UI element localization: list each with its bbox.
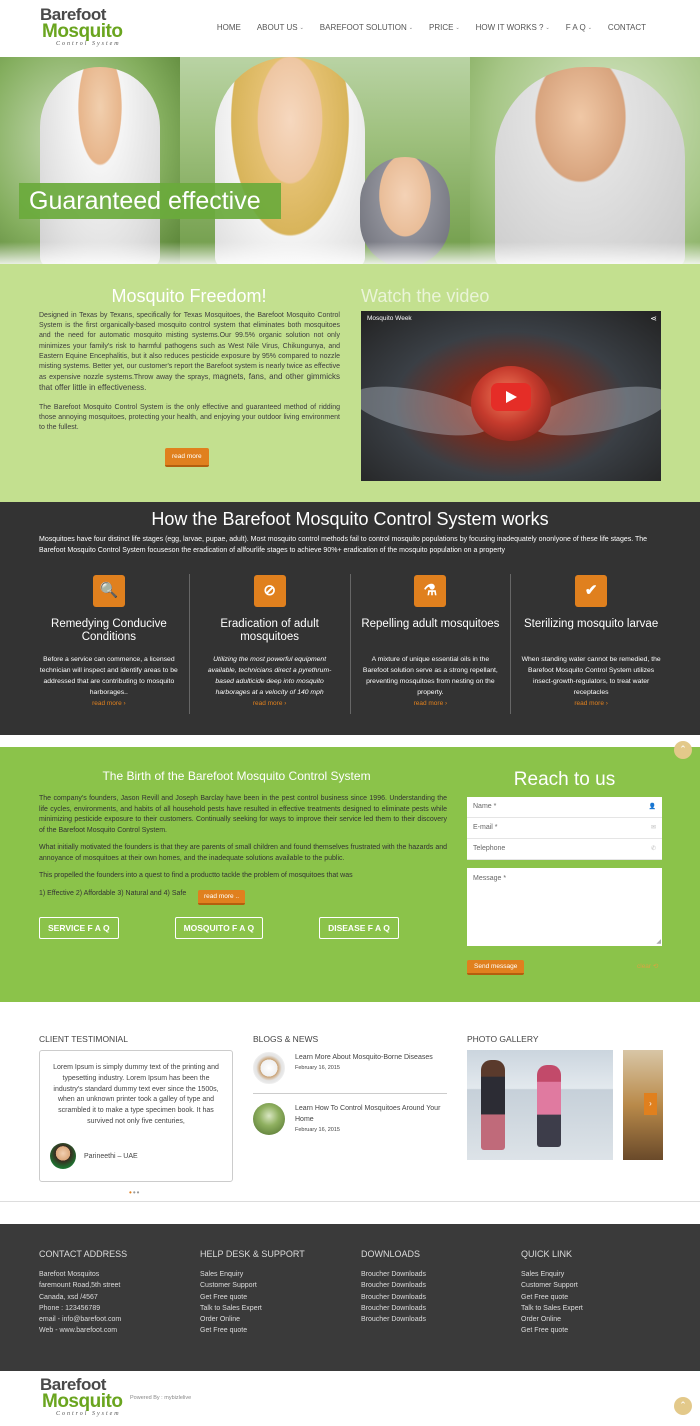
footer-link[interactable]: Broucher Downloads xyxy=(361,1282,426,1290)
blog-title[interactable]: Learn How To Control Mosquitoes Around Your Home xyxy=(295,1105,441,1123)
birth-paragraph-2: What initially motivated the founders is that they are parents of small children and found themselves frustrated with the hazards and annoyance of mosquitoes at their own homes, and the inadequate solutions available to the public. xyxy=(39,844,447,862)
carousel-dot-icon[interactable]: • xyxy=(129,1188,133,1197)
play-button-icon[interactable] xyxy=(491,383,531,411)
faq-buttons xyxy=(39,917,399,939)
blog-date: February 16, 2015 xyxy=(295,1065,340,1071)
hero-badge: Guaranteed effective xyxy=(19,183,281,219)
chevron-down-icon: ⌄ xyxy=(455,24,460,31)
nav-label: ABOUT US xyxy=(256,23,298,32)
hero-photo-mother xyxy=(215,57,365,264)
clear-form-link[interactable]: clear ⟲ xyxy=(637,963,659,970)
powered-by: Powered By : mybizlelive xyxy=(130,1395,192,1401)
footer-heading: HELP DESK & SUPPORT xyxy=(200,1249,305,1259)
footer-web-link[interactable]: Web - www.barefoot.com xyxy=(39,1327,118,1335)
footer-link[interactable]: Get Free quote xyxy=(521,1293,569,1301)
blogs-heading: BLOGS & NEWS xyxy=(253,1034,319,1044)
chevron-right-icon[interactable]: › xyxy=(644,1093,657,1115)
footer-heading: CONTACT ADDRESS xyxy=(39,1249,128,1259)
how-column-desc: When standing water cannot be remedied, the Barefoot Mosquito Control System utilizes insect-growth-regulators, to treat water receptacles xyxy=(521,656,661,696)
blog-title[interactable]: Learn More About Mosquito-Borne Diseases xyxy=(295,1054,433,1061)
footer-help xyxy=(200,1249,350,1337)
envelope-icon: ✉ xyxy=(650,825,656,831)
phone-field[interactable] xyxy=(467,839,662,860)
logo-line2: Mosquito xyxy=(42,1391,123,1412)
how-columns xyxy=(29,574,671,714)
testimonial-text: Lorem Ipsum is simply dummy text of the printing and typesetting industry. Lorem Ipsum has been the industry's standard dummy text ever since the 1500s, when an unknown printer took a galley of type and scrambled it to make a type specimen book. It has survived not only five centuries, xyxy=(53,1064,219,1125)
freedom-title: Mosquito Freedom! xyxy=(111,286,267,306)
gallery-heading: PHOTO GALLERY xyxy=(467,1034,539,1044)
nav-home[interactable] xyxy=(209,23,249,32)
divider xyxy=(253,1093,447,1094)
chevron-down-icon: ⌄ xyxy=(408,24,413,31)
main-nav xyxy=(209,23,654,32)
nav-how-it-works[interactable] xyxy=(468,23,558,32)
search-icon: 🔍 xyxy=(93,575,125,607)
footer-link[interactable]: Broucher Downloads xyxy=(361,1316,426,1324)
freedom-section xyxy=(0,264,700,502)
birth-section xyxy=(0,747,700,1002)
logo-line1: Barefoot xyxy=(40,1375,106,1394)
scroll-up-icon[interactable]: ⌃ xyxy=(674,1397,692,1415)
user-icon: 👤 xyxy=(648,804,656,810)
how-column xyxy=(190,574,351,714)
nav-label: HOW IT WORKS ? xyxy=(475,23,544,32)
carousel-dots[interactable] xyxy=(129,1188,140,1197)
read-more-label: read more xyxy=(574,700,604,707)
how-column xyxy=(351,574,512,714)
blog-thumbnail xyxy=(253,1052,285,1084)
freedom-paragraph xyxy=(39,311,340,395)
name-placeholder: Name * xyxy=(473,803,497,810)
footer-text: Canada, xsd /4567 xyxy=(39,1293,98,1301)
send-message-button[interactable]: Send message xyxy=(467,960,524,975)
chevron-right-icon: › xyxy=(605,700,608,707)
how-column-desc: Utilizing the most powerful equipment available, technicians direct a pyrethrum-based adulticide deep into mosquito harborages at a velocity of 140 mph xyxy=(207,656,332,696)
freedom-read-more-button[interactable]: read more xyxy=(165,448,209,467)
nav-label: CONTACT xyxy=(607,23,646,32)
logo-line2: Mosquito xyxy=(42,21,123,42)
how-read-more-link[interactable] xyxy=(574,700,608,707)
how-column xyxy=(29,574,190,714)
hero-photo-girl xyxy=(40,67,160,264)
scroll-up-icon[interactable]: ⌃ xyxy=(674,741,692,759)
phone-placeholder: Telephone xyxy=(473,845,506,852)
how-column-title: Eradication of adult mosquitoes xyxy=(220,618,319,643)
freedom-p1: Designed in Texas by Texans, specifically for Texas Mosquitoes, the Barefoot Mosquito Control System is the first organically-based mosquito control system that eliminates both mosquitoes and the need for automatic mosquito misting systems.Our 99.5% organic solution not only minimizes your family's risk to harmful pathogens such as West Nile Virus, Chikungunya, and Eastern Equine Encephalitis, but it also reduces pesticide exposure by 95% compared to nozzle misting systems. Better yet, our customer's report the Barefoot system is nearly twice as effective as expensive nozzle systems.Throw away the sprays, xyxy=(39,312,340,382)
gallery-photo-person xyxy=(481,1060,505,1150)
how-read-more-link[interactable] xyxy=(414,700,448,707)
flask-icon: ⚗ xyxy=(414,575,446,607)
phone-icon: ✆ xyxy=(650,846,656,852)
carousel-dot-icon[interactable]: • xyxy=(136,1188,141,1197)
footer-link[interactable]: Customer Support xyxy=(521,1282,578,1290)
footer-link[interactable]: Sales Enquiry xyxy=(521,1271,565,1278)
footer-link[interactable]: Broucher Downloads xyxy=(361,1304,426,1312)
info-section xyxy=(0,1002,700,1202)
how-intro: Mosquitoes have four distinct life stages (egg, larvae, pupae, adult). Most mosquito control methods fail to control mosquito populations by focusing inadequately ononlyone of these life stages. The Barefoot Mosquito Control System focuseson the eradication of allfourlife stages to achieve 90%+ eradication of the mosquito population on a property xyxy=(39,536,648,554)
how-column-desc: Before a service can commence, a licensed technician will inspect and identify areas to be addressed that are contributing to mosquito harborages.. xyxy=(39,656,178,696)
how-column-title: Remedying Conducive Conditions xyxy=(51,618,167,643)
footer-link[interactable]: Order Online xyxy=(521,1316,562,1324)
birth-paragraph-4: 1) Effective 2) Affordable 3) Natural and 4) Safe xyxy=(39,889,187,897)
footer-link[interactable]: Get Free quote xyxy=(200,1327,248,1335)
nav-price[interactable] xyxy=(421,23,468,32)
testimonial-author-name: Parineethi – UAE xyxy=(84,1152,138,1160)
nav-faq[interactable] xyxy=(558,23,600,32)
footer-link[interactable]: Get Free quote xyxy=(521,1327,569,1335)
how-column xyxy=(511,574,671,714)
read-more-label: read more xyxy=(252,700,283,707)
site-header xyxy=(0,0,700,57)
how-column-title: Repelling adult mosquitoes xyxy=(361,618,500,630)
service-faq-button[interactable]: SERVICE F A Q xyxy=(39,917,119,939)
how-read-more-link[interactable] xyxy=(92,700,126,707)
how-column-title: Sterilizing mosquito larvae xyxy=(524,618,659,630)
logo-line3: Control System xyxy=(56,41,121,47)
video-player[interactable] xyxy=(361,311,661,481)
nav-about-us[interactable] xyxy=(249,23,312,32)
footer-link[interactable]: Talk to Sales Expert xyxy=(200,1304,262,1312)
blog-date: February 16, 2015 xyxy=(295,1127,340,1133)
nav-contact[interactable] xyxy=(600,23,654,32)
hero-fade xyxy=(0,242,700,264)
footer-text: faremount Road,5th street xyxy=(39,1282,121,1290)
how-title: How the Barefoot Mosquito Control System works xyxy=(151,509,549,529)
gallery-photo-person xyxy=(537,1065,561,1147)
nav-label: F A Q xyxy=(565,23,586,32)
video-heading: Watch the video xyxy=(361,286,490,306)
logo-line3: Control System xyxy=(56,1411,121,1417)
footer-link[interactable]: Broucher Downloads xyxy=(361,1271,426,1278)
read-more-label: read more xyxy=(92,700,122,707)
footer-link[interactable]: Talk to Sales Expert xyxy=(521,1304,583,1312)
nav-label: HOME xyxy=(216,23,241,32)
freedom-p1b: magnets, fans, and other gimmicks that offer little in effectiveness. xyxy=(39,372,340,393)
how-read-more-link[interactable] xyxy=(253,700,287,707)
chevron-right-icon: › xyxy=(284,700,287,707)
ban-icon: ⊘ xyxy=(254,575,286,607)
chevron-down-icon: ⌄ xyxy=(545,24,550,31)
freedom-paragraph-2: The Barefoot Mosquito Control System is the only effective and guaranteed method of ridding those annoying mosquitoes, protecting your health, and enjoying your outdoor living environment to the fullest. xyxy=(39,403,340,432)
hero-photo-father xyxy=(495,67,685,264)
how-it-works-section xyxy=(0,502,700,735)
message-placeholder: Message * xyxy=(473,875,507,882)
avatar xyxy=(50,1143,76,1169)
footer-link[interactable]: Sales Enquiry xyxy=(200,1271,244,1278)
nav-label: BAREFOOT SOLUTION xyxy=(319,23,407,32)
email-field[interactable] xyxy=(467,818,662,839)
testimonial-author xyxy=(50,1143,138,1169)
birth-paragraph-1: The company's founders, Jason Revill and Joseph Barclay have been in the pest control business since 1996. Understanding the life cycles, environments, and habits of all household pests have resulted in effective treatments designed to eliminate pests while minimizing pesticide exposure to their customers. Continually seeking for ways to improve their service led them to their discovery of the Barefoot Mosquito Control System. xyxy=(39,795,447,834)
site-footer xyxy=(0,1224,700,1371)
birth-paragraph-3: This propelled the founders into a quest to find a productto tackle the problem of mosquitoes that was xyxy=(39,872,353,879)
testimonial-card xyxy=(39,1050,233,1182)
gallery-photo[interactable] xyxy=(623,1050,663,1160)
read-more-label: read more xyxy=(413,700,444,707)
site-logo[interactable] xyxy=(40,6,124,50)
chevron-down-icon: ⌄ xyxy=(299,24,304,31)
name-field[interactable] xyxy=(467,797,662,818)
footer-contact xyxy=(39,1249,189,1337)
birth-read-more-button[interactable]: read more .. xyxy=(198,890,245,905)
footer-link[interactable]: Get Free quote xyxy=(200,1293,248,1301)
footer-heading: DOWNLOADS xyxy=(361,1249,421,1259)
footer-text: Phone : 123456789 xyxy=(39,1304,101,1312)
blog-item[interactable] xyxy=(253,1052,447,1084)
email-placeholder: E-mail * xyxy=(473,824,498,831)
nav-barefoot-solution[interactable] xyxy=(312,23,421,32)
blog-thumbnail xyxy=(253,1103,285,1135)
footer-link[interactable]: Order Online xyxy=(200,1316,241,1324)
birth-title: The Birth of the Barefoot Mosquito Control System xyxy=(102,769,371,783)
contact-title: Reach to us xyxy=(513,769,616,790)
nav-label: PRICE xyxy=(428,23,454,32)
bottom-bar xyxy=(0,1371,700,1426)
footer-quick-links xyxy=(521,1249,671,1337)
mosquito-faq-button[interactable]: MOSQUITO F A Q xyxy=(175,917,264,939)
contact-form xyxy=(467,797,662,946)
freedom-text xyxy=(39,311,340,441)
video-title[interactable]: Mosquito Week xyxy=(367,315,412,322)
share-icon[interactable]: ⋖ xyxy=(650,314,657,323)
carousel-dot-icon[interactable]: • xyxy=(132,1188,137,1197)
message-field[interactable] xyxy=(467,868,662,946)
gallery-photo[interactable] xyxy=(467,1050,613,1160)
hero-banner xyxy=(0,57,700,264)
logo-line1: Barefoot xyxy=(40,5,106,24)
footer-logo[interactable] xyxy=(40,1376,124,1420)
footer-text: Barefoot Mosquitos xyxy=(39,1271,100,1278)
check-icon: ✔ xyxy=(575,575,607,607)
footer-email-link[interactable]: email - info@barefoot.com xyxy=(39,1316,122,1324)
chevron-right-icon: › xyxy=(123,700,126,707)
footer-link[interactable]: Customer Support xyxy=(200,1282,257,1290)
chevron-right-icon: › xyxy=(445,700,448,707)
footer-downloads xyxy=(361,1249,511,1325)
footer-link[interactable]: Broucher Downloads xyxy=(361,1293,426,1301)
resize-grip-icon[interactable]: ◢ xyxy=(656,939,661,945)
how-column-desc: A mixture of unique essential oils in the Barefoot solution serve as a strong repellant, preventing mosquitoes from nesting on the property. xyxy=(362,656,498,696)
testimonial-heading: CLIENT TESTIMONIAL xyxy=(39,1034,128,1044)
footer-heading: QUICK LINK xyxy=(521,1249,573,1259)
disease-faq-button[interactable]: DISEASE F A Q xyxy=(319,917,399,939)
blog-item[interactable] xyxy=(253,1103,447,1135)
chevron-down-icon: ⌄ xyxy=(587,24,592,31)
